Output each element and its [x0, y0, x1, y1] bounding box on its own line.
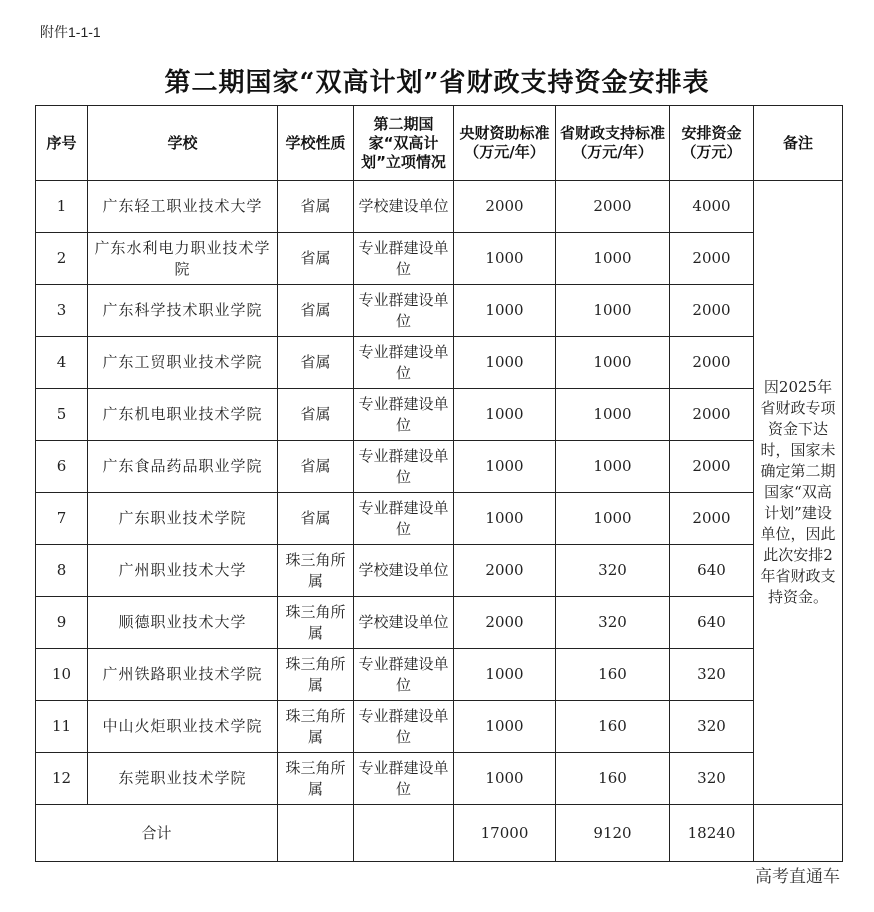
row-type-cell: 省属: [278, 285, 354, 337]
row-allocation-cell: 320: [670, 701, 754, 753]
row-type-cell: 珠三角所属: [278, 545, 354, 597]
row-school-cell: 广东食品药品职业学院: [88, 441, 278, 493]
total-project-cell: [354, 805, 454, 862]
header-notes: 备注: [754, 106, 843, 181]
table-row: [36, 441, 843, 493]
row-project-cell: 专业群建设单位: [354, 493, 454, 545]
row-allocation-cell: 2000: [670, 233, 754, 285]
row-central-standard-cell: 2000: [454, 181, 556, 233]
row-allocation-cell: 640: [670, 545, 754, 597]
row-provincial-standard-cell: 2000: [556, 181, 670, 233]
table-row: [36, 597, 843, 649]
row-project-cell: 专业群建设单位: [354, 285, 454, 337]
row-provincial-standard-cell: 160: [556, 753, 670, 805]
row-school-cell: 广州职业技术大学: [88, 545, 278, 597]
row-project-cell: 专业群建设单位: [354, 389, 454, 441]
row-no-cell: 5: [36, 389, 88, 441]
table-row: [36, 389, 843, 441]
header-project: 第二期国家“双高计划”立项情况: [354, 106, 454, 181]
row-project-cell: 专业群建设单位: [354, 701, 454, 753]
row-provincial-standard-cell: 1000: [556, 337, 670, 389]
document-title: 第二期国家“双高计划”省财政支持资金安排表: [164, 68, 710, 98]
row-no-cell: 3: [36, 285, 88, 337]
row-central-standard-cell: 1000: [454, 753, 556, 805]
row-school-cell: 广东机电职业技术学院: [88, 389, 278, 441]
header-school: 学校: [88, 106, 278, 181]
row-project-cell: 专业群建设单位: [354, 441, 454, 493]
row-project-cell: 专业群建设单位: [354, 337, 454, 389]
row-central-standard-cell: 1000: [454, 285, 556, 337]
row-allocation-cell: 2000: [670, 389, 754, 441]
row-allocation-cell: 2000: [670, 285, 754, 337]
row-school-cell: 广州铁路职业技术学院: [88, 649, 278, 701]
row-no-cell: 9: [36, 597, 88, 649]
row-allocation-cell: 320: [670, 649, 754, 701]
header-no: 序号: [36, 106, 88, 181]
row-type-cell: 珠三角所属: [278, 701, 354, 753]
row-school-cell: 广东轻工职业技术大学: [88, 181, 278, 233]
row-school-cell: 广东工贸职业技术学院: [88, 337, 278, 389]
row-central-standard-cell: 2000: [454, 545, 556, 597]
header-central-standard: 央财资助标准（万元/年）: [454, 106, 556, 181]
row-project-cell: 学校建设单位: [354, 597, 454, 649]
row-no-cell: 10: [36, 649, 88, 701]
row-provincial-standard-cell: 1000: [556, 233, 670, 285]
table-row: [36, 493, 843, 545]
row-central-standard-cell: 1000: [454, 389, 556, 441]
table-row: [36, 181, 843, 233]
row-central-standard-cell: 1000: [454, 337, 556, 389]
header-provincial-standard: 省财政支持标准（万元/年）: [556, 106, 670, 181]
table-row: [36, 701, 843, 753]
row-type-cell: 省属: [278, 233, 354, 285]
row-type-cell: 省属: [278, 337, 354, 389]
row-project-cell: 学校建设单位: [354, 181, 454, 233]
table-row: [36, 753, 843, 805]
row-type-cell: 省属: [278, 493, 354, 545]
row-allocation-cell: 2000: [670, 493, 754, 545]
row-no-cell: 8: [36, 545, 88, 597]
row-no-cell: 4: [36, 337, 88, 389]
total-notes-cell: [754, 805, 843, 862]
row-school-cell: 广东水利电力职业技术学院: [88, 233, 278, 285]
row-allocation-cell: 640: [670, 597, 754, 649]
table-row: [36, 649, 843, 701]
row-allocation-cell: 4000: [670, 181, 754, 233]
header-type: 学校性质: [278, 106, 354, 181]
row-type-cell: 省属: [278, 181, 354, 233]
row-no-cell: 6: [36, 441, 88, 493]
total-type-cell: [278, 805, 354, 862]
row-central-standard-cell: 1000: [454, 649, 556, 701]
row-provincial-standard-cell: 1000: [556, 493, 670, 545]
funding-table: [35, 105, 843, 862]
row-provincial-standard-cell: 1000: [556, 285, 670, 337]
row-no-cell: 1: [36, 181, 88, 233]
row-central-standard-cell: 2000: [454, 597, 556, 649]
row-school-cell: 中山火炬职业技术学院: [88, 701, 278, 753]
total-central-cell: 17000: [454, 805, 556, 862]
attachment-label: 附件1-1-1: [40, 24, 101, 40]
row-provincial-standard-cell: 1000: [556, 389, 670, 441]
row-type-cell: 珠三角所属: [278, 753, 354, 805]
row-no-cell: 2: [36, 233, 88, 285]
row-project-cell: 专业群建设单位: [354, 649, 454, 701]
table-header-row: [36, 106, 843, 181]
row-school-cell: 广东职业技术学院: [88, 493, 278, 545]
row-no-cell: 11: [36, 701, 88, 753]
notes-cell: 因2025年省财政专项资金下达时，国家未确定第二期国家“双高计划”建设单位，因此此次安排2年省财政支持资金。: [754, 181, 843, 805]
row-project-cell: 专业群建设单位: [354, 753, 454, 805]
row-central-standard-cell: 1000: [454, 493, 556, 545]
row-no-cell: 12: [36, 753, 88, 805]
table-row: [36, 337, 843, 389]
row-school-cell: 顺德职业技术大学: [88, 597, 278, 649]
row-project-cell: 学校建设单位: [354, 545, 454, 597]
table-row: [36, 285, 843, 337]
row-school-cell: 东莞职业技术学院: [88, 753, 278, 805]
total-label-cell: 合计: [36, 805, 278, 862]
row-type-cell: 省属: [278, 441, 354, 493]
row-type-cell: 省属: [278, 389, 354, 441]
row-no-cell: 7: [36, 493, 88, 545]
total-provincial-cell: 9120: [556, 805, 670, 862]
row-type-cell: 珠三角所属: [278, 649, 354, 701]
table-row: [36, 233, 843, 285]
row-project-cell: 专业群建设单位: [354, 233, 454, 285]
row-allocation-cell: 320: [670, 753, 754, 805]
row-school-cell: 广东科学技术职业学院: [88, 285, 278, 337]
table-row: [36, 545, 843, 597]
row-type-cell: 珠三角所属: [278, 597, 354, 649]
total-row: [36, 805, 843, 862]
row-provincial-standard-cell: 320: [556, 545, 670, 597]
watermark: 高考直通车: [751, 862, 844, 887]
row-provincial-standard-cell: 160: [556, 649, 670, 701]
header-allocation: 安排资金（万元）: [670, 106, 754, 181]
row-central-standard-cell: 1000: [454, 233, 556, 285]
row-provincial-standard-cell: 1000: [556, 441, 670, 493]
row-provincial-standard-cell: 160: [556, 701, 670, 753]
row-central-standard-cell: 1000: [454, 701, 556, 753]
row-allocation-cell: 2000: [670, 337, 754, 389]
total-allocation-cell: 18240: [670, 805, 754, 862]
row-provincial-standard-cell: 320: [556, 597, 670, 649]
row-allocation-cell: 2000: [670, 441, 754, 493]
row-central-standard-cell: 1000: [454, 441, 556, 493]
